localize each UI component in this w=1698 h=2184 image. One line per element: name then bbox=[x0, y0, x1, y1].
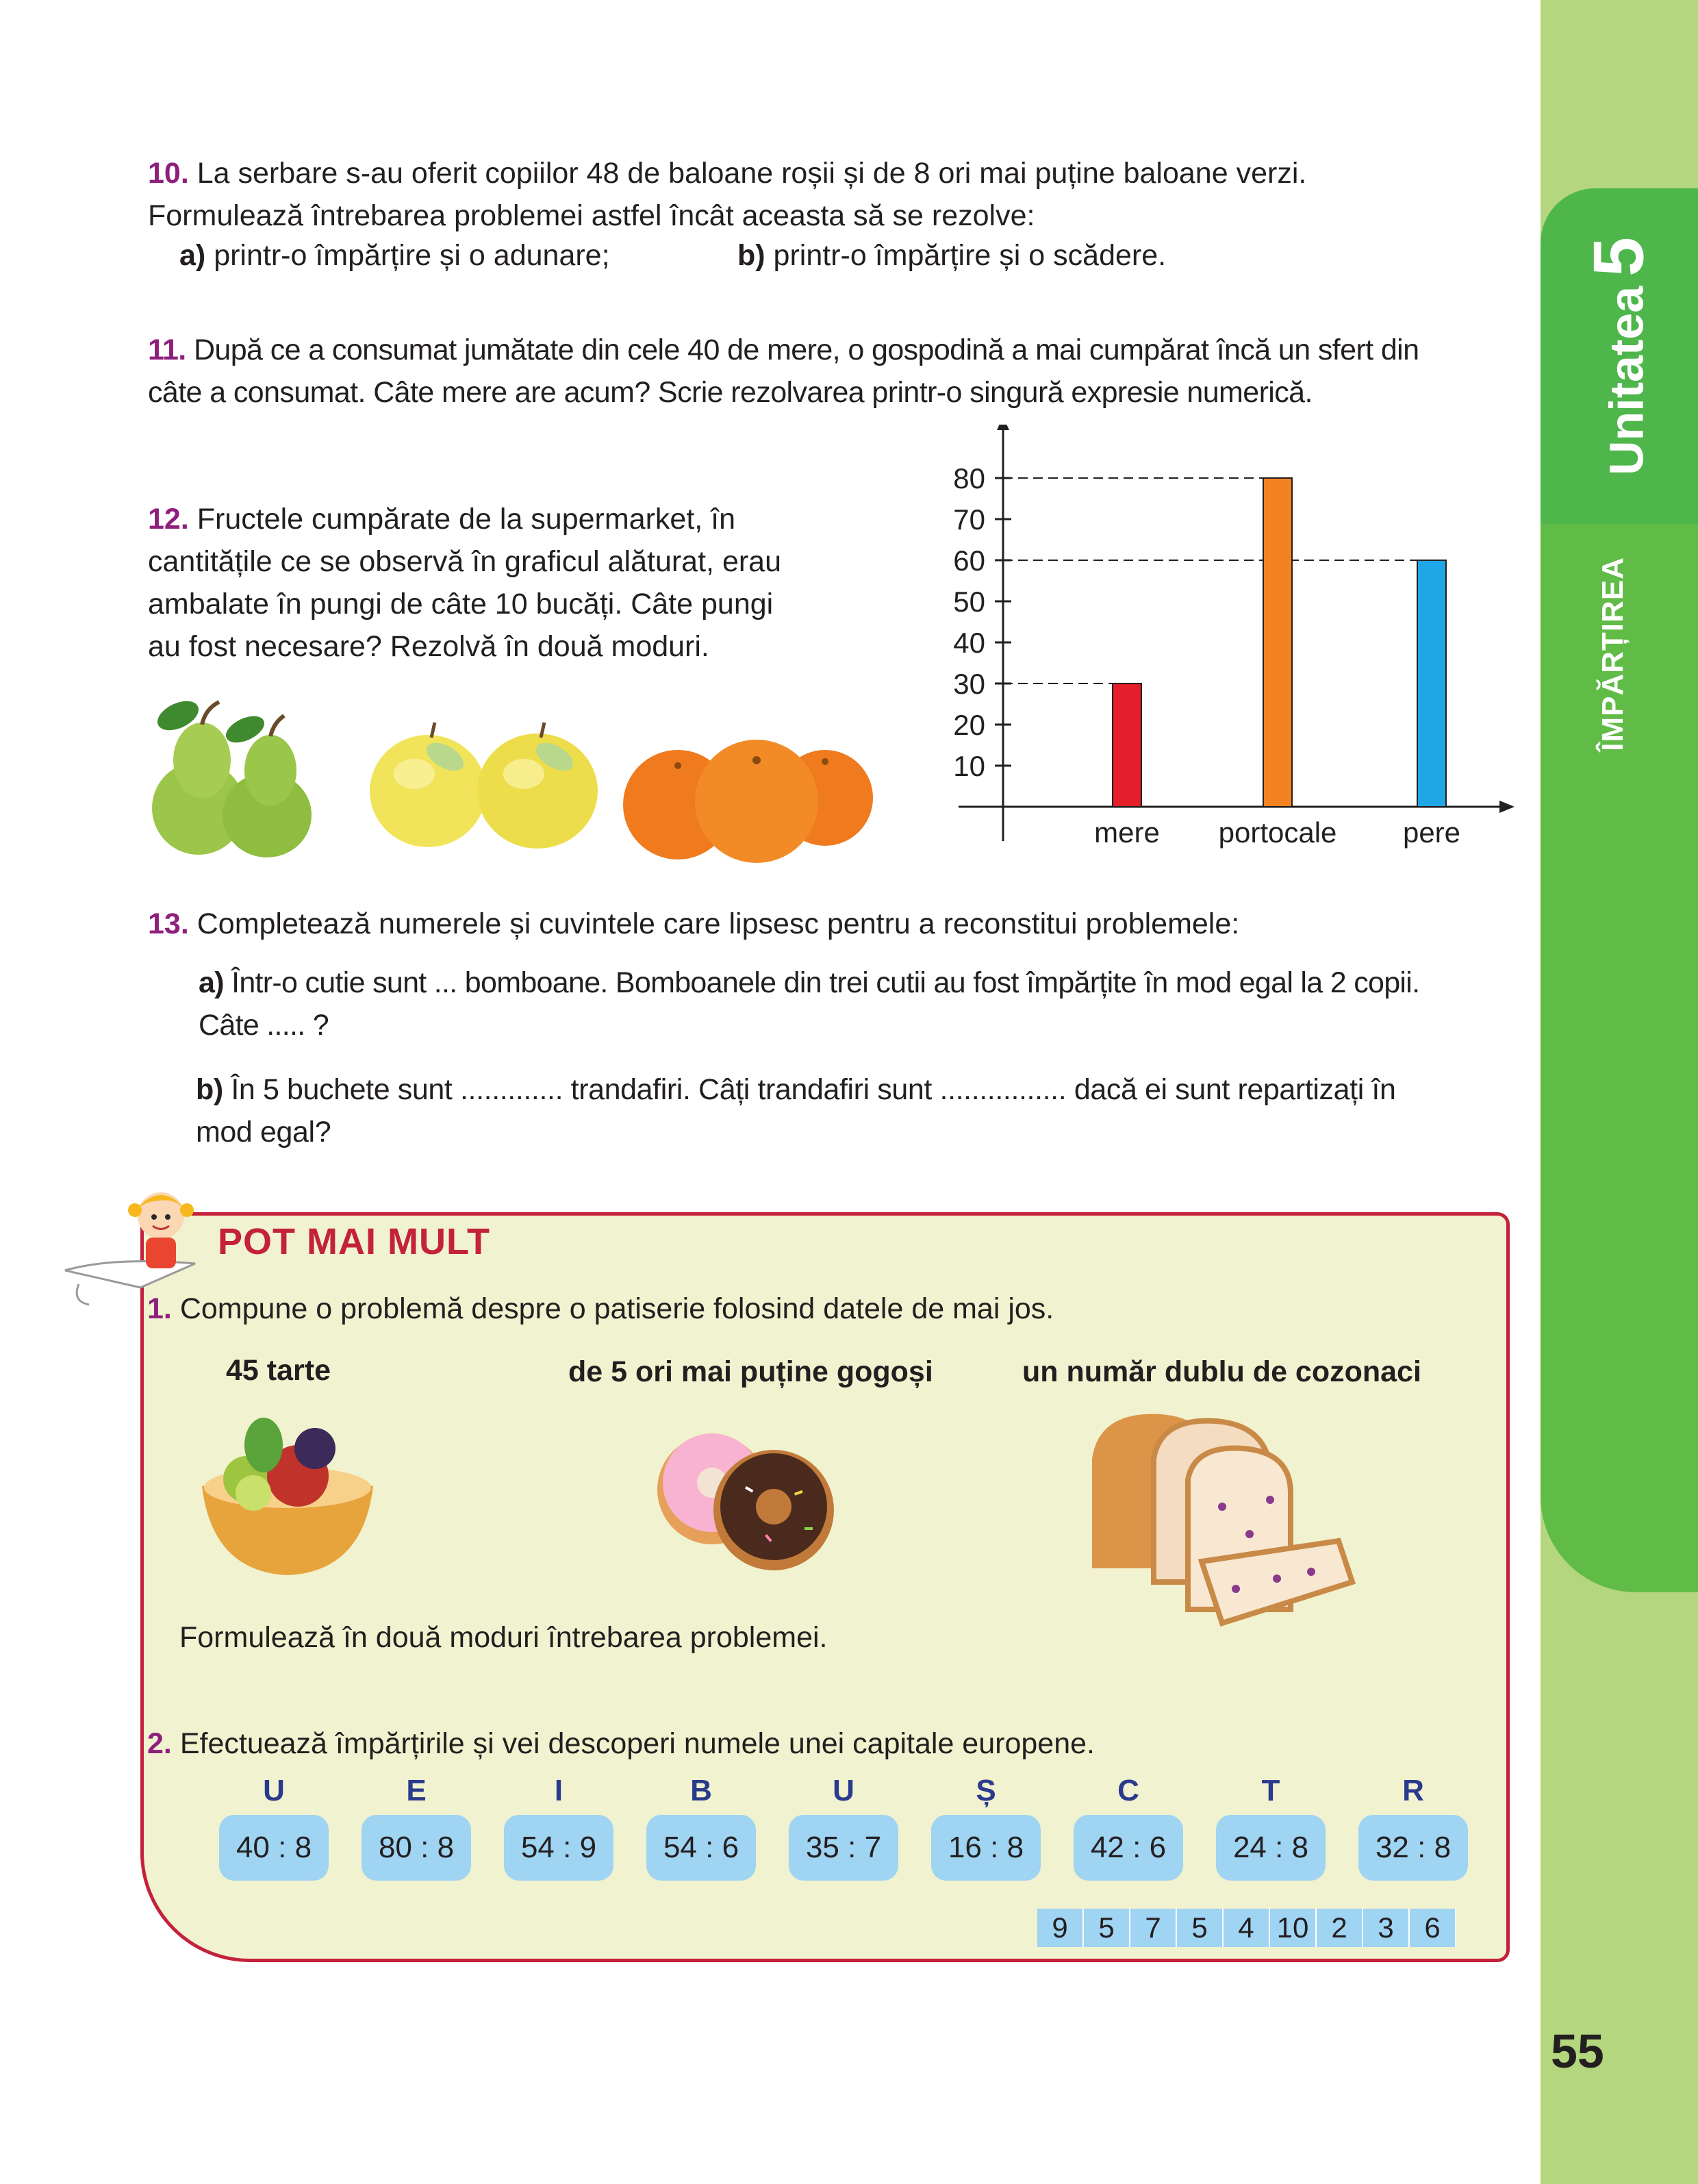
y-tick-label: 60 bbox=[953, 544, 985, 577]
problem-12-line4: au fost necesare? Rezolvă în două moduri. bbox=[148, 630, 709, 663]
oranges-illustration bbox=[620, 726, 880, 863]
y-tick-label: 40 bbox=[953, 627, 985, 659]
tile-letter: T bbox=[1261, 1774, 1280, 1807]
chapter-label: ÎMPĂRȚIREA bbox=[1596, 557, 1630, 751]
cozonac-illustration bbox=[1085, 1404, 1359, 1637]
box-question-2-number: 2. bbox=[147, 1727, 172, 1760]
y-tick-label: 30 bbox=[953, 668, 985, 700]
problem-10-line2: Formulează întrebarea problemei astfel încât aceasta să se rezolve: bbox=[148, 199, 1035, 232]
fruit-bar-chart bbox=[917, 425, 1534, 856]
problem-12-line3: ambalate în pungi de câte 10 bucăți. Câte pungi bbox=[148, 588, 774, 620]
problem-13-b-label: b) bbox=[196, 1073, 223, 1106]
box-question-2 bbox=[147, 1722, 1095, 1765]
problem-13-b-text: În 5 buchete sunt ............. trandafiri. Câți trandafiri sunt ................ dacă ei sunt repartizați în bbox=[231, 1073, 1396, 1106]
problem-13-intro: Completează numerele și cuvintele care lipsesc pentru a reconstitui problemele: bbox=[197, 907, 1240, 940]
box-question-1 bbox=[147, 1288, 1054, 1330]
division-tile: 24 : 8 bbox=[1216, 1815, 1326, 1881]
problem-10-line1 bbox=[148, 152, 1504, 194]
tile-letter: C bbox=[1117, 1774, 1139, 1807]
donuts-illustration bbox=[650, 1431, 842, 1575]
division-tile: 35 : 7 bbox=[789, 1815, 898, 1881]
tile-letter: Ș bbox=[976, 1774, 996, 1807]
problem-10-a-label: a) bbox=[179, 239, 206, 272]
answer-strip bbox=[1037, 1909, 1456, 1947]
problem-13-b-line1 bbox=[196, 1068, 1517, 1111]
answer-cell[interactable]: 5 bbox=[1177, 1909, 1224, 1947]
box-title: POT MAI MULT bbox=[218, 1221, 490, 1262]
problem-10-b bbox=[737, 234, 1166, 277]
problem-11-number: 11. bbox=[148, 334, 186, 366]
tile-letter: E bbox=[406, 1774, 427, 1807]
problem-10-a bbox=[179, 234, 610, 277]
y-tick-label: 50 bbox=[953, 586, 985, 618]
answer-cell[interactable]: 2 bbox=[1317, 1909, 1363, 1947]
problem-13-b bbox=[196, 1068, 1517, 1153]
problem-12-text: Fructele cumpărate de la supermarket, în bbox=[197, 503, 736, 536]
category-label: portocale bbox=[1218, 816, 1337, 849]
division-tile: 42 : 6 bbox=[1074, 1815, 1183, 1881]
tart-illustration bbox=[195, 1411, 380, 1582]
answer-cell[interactable]: 9 bbox=[1037, 1909, 1084, 1947]
bar-mere bbox=[1113, 683, 1141, 807]
problem-13-a bbox=[199, 962, 1520, 1046]
chart-layer bbox=[953, 425, 1515, 849]
bar-pere bbox=[1417, 560, 1446, 807]
unit-label bbox=[1579, 237, 1660, 475]
problem-12-line2: cantitățile ce se observă în graficul alăturat, erau bbox=[148, 545, 782, 578]
item-cozonaci-label: un număr dublu de cozonaci bbox=[1022, 1355, 1421, 1388]
problem-10 bbox=[148, 152, 1504, 237]
problem-10-b-label: b) bbox=[737, 239, 765, 272]
problem-13-a-label: a) bbox=[199, 966, 224, 999]
tile-letter: I bbox=[554, 1774, 563, 1807]
division-tile: 32 : 8 bbox=[1358, 1815, 1468, 1881]
problem-10-text: La serbare s-au oferit copiilor 48 de baloane roșii și de 8 ori mai puține baloane verzi. bbox=[197, 157, 1307, 190]
problem-12-line1 bbox=[148, 498, 915, 540]
answer-cell[interactable]: 3 bbox=[1363, 1909, 1410, 1947]
answer-cell[interactable]: 7 bbox=[1130, 1909, 1177, 1947]
box-question-1-followup: Formulează în două moduri întrebarea problemei. bbox=[179, 1621, 828, 1654]
answer-cell[interactable]: 5 bbox=[1084, 1909, 1130, 1947]
problem-11-line1 bbox=[148, 329, 1531, 371]
box-question-2-text: Efectuează împărțirile și vei descoperi numele unei capitale europene. bbox=[179, 1727, 1095, 1760]
page-number: 55 bbox=[1551, 2024, 1604, 2078]
tile-letter: B bbox=[690, 1774, 712, 1807]
category-label: mere bbox=[1094, 816, 1160, 849]
problem-13-number: 13. bbox=[148, 907, 189, 940]
problem-13-b-line2: mod egal? bbox=[196, 1116, 331, 1149]
division-tile: 16 : 8 bbox=[931, 1815, 1041, 1881]
answer-cell[interactable]: 4 bbox=[1224, 1909, 1270, 1947]
problem-13-a-text: Într-o cutie sunt ... bomboane. Bomboanele din trei cutii au fost împărțite în mod egal la 2 copii. bbox=[231, 966, 1420, 999]
bar-portocale bbox=[1263, 478, 1292, 807]
apples-illustration bbox=[366, 716, 606, 853]
problem-10-a-text: printr-o împărțire și o adunare; bbox=[214, 239, 610, 272]
problem-11-text: După ce a consumat jumătate din cele 40 de mere, o gospodină a mai cumpărat încă un sfert din bbox=[193, 334, 1419, 366]
y-axis-arrow bbox=[997, 425, 1009, 430]
answer-cell[interactable]: 10 bbox=[1270, 1909, 1317, 1947]
division-tile: 54 : 6 bbox=[646, 1815, 756, 1881]
y-tick-label: 80 bbox=[953, 462, 985, 494]
y-tick-label: 70 bbox=[953, 503, 985, 536]
tile-letter: U bbox=[833, 1774, 854, 1807]
unit-number: 5 bbox=[1579, 236, 1659, 277]
box-question-1-text: Compune o problemă despre o patiserie folosind datele de mai jos. bbox=[179, 1292, 1054, 1325]
tile-letter: R bbox=[1402, 1774, 1424, 1807]
y-tick-label: 20 bbox=[953, 709, 985, 741]
problem-13-a-line1 bbox=[199, 962, 1520, 1004]
problem-11 bbox=[148, 329, 1531, 414]
division-tile: 40 : 8 bbox=[219, 1815, 329, 1881]
problem-12 bbox=[148, 498, 915, 668]
answer-cell[interactable]: 6 bbox=[1410, 1909, 1456, 1947]
category-label: pere bbox=[1402, 816, 1461, 849]
x-axis-arrow bbox=[1499, 801, 1515, 813]
pears-illustration bbox=[144, 692, 322, 863]
item-tarts-label: 45 tarte bbox=[226, 1354, 331, 1387]
division-tile: 54 : 9 bbox=[504, 1815, 613, 1881]
problem-12-number: 12. bbox=[148, 503, 189, 536]
tile-letter: U bbox=[263, 1774, 285, 1807]
box-question-1-number: 1. bbox=[147, 1292, 172, 1325]
problem-11-line2: câte a consumat. Câte mere are acum? Scrie rezolvarea printr-o singură expresie numerică. bbox=[148, 376, 1313, 409]
y-tick-label: 10 bbox=[953, 750, 985, 782]
problem-13 bbox=[148, 903, 1239, 945]
division-tile: 80 : 8 bbox=[362, 1815, 471, 1881]
problem-13-a-line2: Câte ..... ? bbox=[199, 1009, 329, 1042]
problem-10-number: 10. bbox=[148, 157, 189, 190]
item-donuts-label: de 5 ori mai puține gogoși bbox=[568, 1355, 933, 1388]
problem-10-b-text: printr-o împărțire și o scădere. bbox=[773, 239, 1167, 272]
unit-text: Unitatea bbox=[1599, 286, 1653, 476]
